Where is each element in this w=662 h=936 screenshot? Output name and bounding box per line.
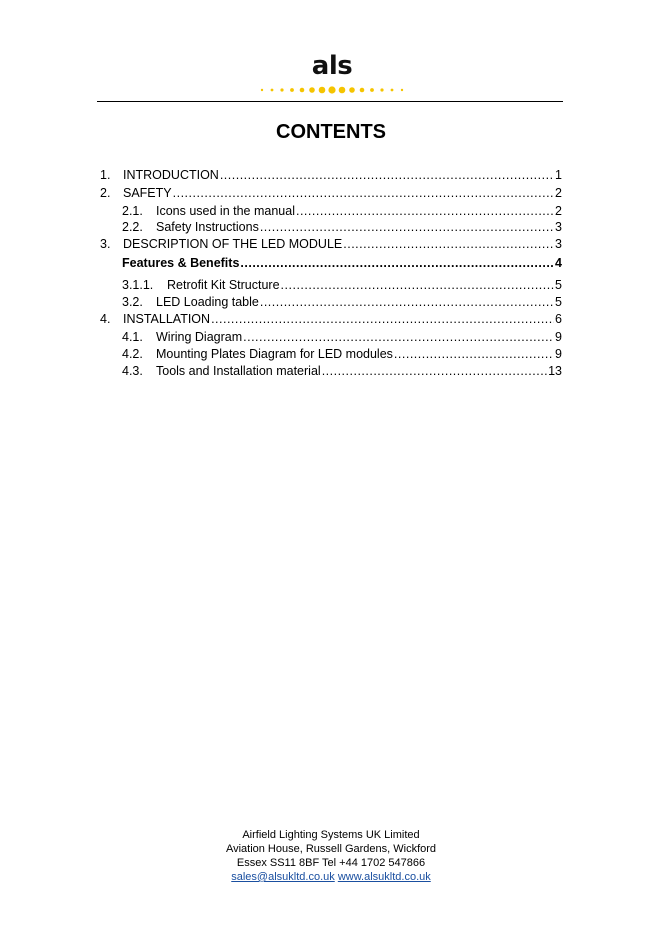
- toc-title: INSTALLATION: [123, 312, 211, 326]
- toc-title: LED Loading table: [156, 295, 259, 309]
- logo-dot: [271, 89, 274, 92]
- toc-title: Safety Instructions: [156, 220, 259, 234]
- logo-dot: [391, 89, 394, 92]
- toc-title: Wiring Diagram: [156, 330, 243, 344]
- toc-leader: [322, 363, 547, 379]
- header-rule: [97, 101, 563, 102]
- website-link[interactable]: www.alsukltd.co.uk: [337, 871, 431, 883]
- toc-entry-features[interactable]: [100, 255, 562, 271]
- toc-title: Icons used in the manual: [156, 204, 295, 218]
- toc-number: 3.2.: [122, 295, 143, 309]
- toc-entry-safety[interactable]: [100, 185, 562, 201]
- logo-text: als: [311, 51, 353, 81]
- footer-postcode-tel: Essex SS11 8BF Tel +44 1702 547866: [236, 857, 426, 869]
- toc-number: 4.3.: [122, 364, 143, 378]
- toc-page: 9: [555, 330, 562, 344]
- toc-page: 2: [555, 204, 562, 218]
- logo-dots: [250, 86, 414, 94]
- toc-title: SAFETY: [123, 186, 172, 200]
- toc-number: 3.: [100, 237, 111, 251]
- toc-entry-safety-instructions[interactable]: [100, 219, 562, 235]
- footer: [0, 828, 662, 884]
- toc-number: 4.: [100, 312, 111, 326]
- toc-leader: [243, 329, 554, 345]
- toc-entry-mounting-plates[interactable]: [100, 346, 562, 362]
- toc-entry-tools[interactable]: [100, 363, 562, 379]
- logo-dot: [370, 88, 374, 92]
- toc-entry-wiring[interactable]: [100, 329, 562, 345]
- toc-page: 4: [555, 256, 562, 270]
- toc-page: 9: [555, 347, 562, 361]
- page-title: CONTENTS: [276, 121, 386, 143]
- toc-leader: [240, 255, 554, 271]
- logo-dot: [360, 88, 365, 93]
- toc-leader: [173, 185, 554, 201]
- toc-number: 1.: [100, 168, 111, 182]
- logo-dot: [319, 87, 326, 94]
- toc-title: Tools and Installation material: [156, 364, 321, 378]
- toc-entry-description[interactable]: [100, 236, 562, 252]
- logo-dot: [349, 87, 355, 93]
- logo-dot: [261, 89, 263, 91]
- toc-number: 2.: [100, 186, 111, 200]
- toc-title: Features & Benefits: [122, 256, 240, 270]
- logo-dot: [380, 88, 383, 91]
- toc-title: Retrofit Kit Structure: [167, 278, 280, 292]
- toc-leader: [260, 219, 554, 235]
- toc-page: 5: [555, 278, 562, 292]
- toc-number: 3.1.1.: [122, 278, 154, 292]
- toc-number: 4.1.: [122, 330, 143, 344]
- toc-page: 3: [555, 237, 562, 251]
- toc-leader: [220, 167, 554, 183]
- toc-entry-led-loading[interactable]: [100, 294, 562, 310]
- toc-page: 2: [555, 186, 562, 200]
- toc-page: 13: [548, 364, 562, 378]
- logo-dot: [339, 87, 346, 94]
- toc-title: INTRODUCTION: [123, 168, 219, 182]
- logo-dot: [300, 88, 305, 93]
- toc-entry-icons[interactable]: [100, 203, 562, 219]
- footer-company: Airfield Lighting Systems UK Limited: [242, 829, 420, 841]
- toc-leader: [260, 294, 554, 310]
- toc-title: Mounting Plates Diagram for LED modules: [156, 347, 393, 361]
- toc-leader: [281, 277, 555, 293]
- footer-address: Aviation House, Russell Gardens, Wickford: [225, 843, 437, 855]
- toc-number: 2.2.: [122, 220, 143, 234]
- toc-leader: [343, 236, 554, 252]
- toc-page: 1: [555, 168, 562, 182]
- toc-leader: [211, 311, 554, 327]
- toc-page: 6: [555, 312, 562, 326]
- footer-links: [0, 870, 662, 884]
- toc-entry-installation[interactable]: [100, 311, 562, 327]
- toc-page: 3: [555, 220, 562, 234]
- toc-number: 4.2.: [122, 347, 143, 361]
- logo-dot: [290, 88, 294, 92]
- toc-page: 5: [555, 295, 562, 309]
- logo-dot: [309, 87, 315, 93]
- toc-leader: [296, 203, 554, 219]
- company-logo: [250, 50, 414, 98]
- toc-entry-retrofit-kit[interactable]: [100, 277, 562, 293]
- toc-entry-introduction[interactable]: [100, 167, 562, 183]
- email-link[interactable]: sales@alsukltd.co.uk: [231, 871, 335, 883]
- toc-number: 2.1.: [122, 204, 143, 218]
- toc-leader: [394, 346, 554, 362]
- logo-dot: [401, 89, 403, 91]
- logo-dot: [280, 88, 283, 91]
- logo-dot: [328, 86, 335, 93]
- toc-title: DESCRIPTION OF THE LED MODULE: [123, 237, 343, 251]
